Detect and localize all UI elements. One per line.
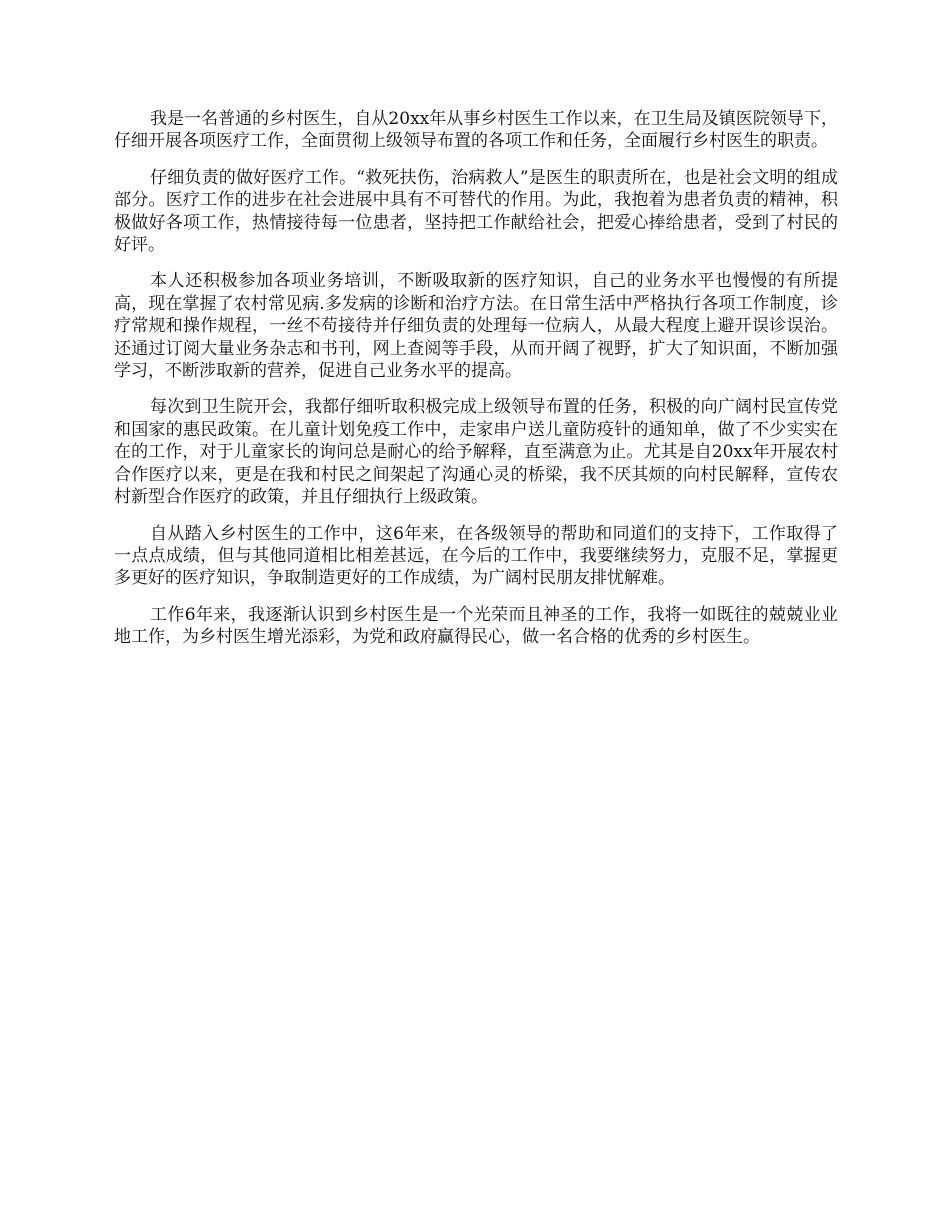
paragraph-6: 工作6年来，我逐渐认识到乡村医生是一个光荣而且神圣的工作，我将一如既往的兢兢业业地工作，为乡村医生增光添彩，为党和政府赢得民心，做一名合格的优秀的乡村医生。	[114, 604, 838, 648]
paragraph-5: 自从踏入乡村医生的工作中，这6年来，在各级领导的帮助和同道们的支持下，工作取得了一点点成绩，但与其他同道相比相差甚远，在今后的工作中，我要继续努力，克服不足，掌握更多更好的医疗知识，争取制造更好的工作成绩，为广阔村民朋友排忧解难。	[114, 523, 838, 589]
paragraph-2: 仔细负责的做好医疗工作。“救死扶伤，治病救人”是医生的职责所在，也是社会文明的组成部分。医疗工作的进步在社会进展中具有不可替代的作用。为此，我抱着为患者负责的精神，积极做好各项工作，热情接待每一位患者，坚持把工作献给社会，把爱心捧给患者，受到了村民的好评。	[114, 167, 838, 256]
paragraph-4: 每次到卫生院开会，我都仔细听取积极完成上级领导布置的任务，积极的向广阔村民宣传党和国家的惠民政策。在儿童计划免疫工作中，走家串户送儿童防疫针的通知单，做了不少实实在在的工作，对于儿童家长的询问总是耐心的给予解释，直至满意为止。尤其是自20xx年开展农村合作医疗以来，更是在我和村民之间架起了沟通心灵的桥梁，我不厌其烦的向村民解释，宣传农村新型合作医疗的政策，并且仔细执行上级政策。	[114, 397, 838, 508]
paragraph-1: 我是一名普通的乡村医生，自从20xx年从事乡村医生工作以来，在卫生局及镇医院领导下，仔细开展各项医疗工作，全面贯彻上级领导布置的各项工作和任务，全面履行乡村医生的职责。	[114, 109, 838, 152]
paragraph-3: 本人还积极参加各项业务培训，不断吸取新的医疗知识，自己的业务水平也慢慢的有所提高，现在掌握了农村常见病.多发病的诊断和治疗方法。在日常生活中严格执行各项工作制度，诊疗常规和操作规程，一丝不苟接待并仔细负责的处理每一位病人，从最大程度上避开误诊误治。还通过订阅大量业务杂志和书刊，网上查阅等手段，从而开阔了视野，扩大了知识面，不断加强学习，不断涉取新的营养，促进自己业务水平的提高。	[114, 271, 838, 382]
document-body	[114, 108, 838, 663]
